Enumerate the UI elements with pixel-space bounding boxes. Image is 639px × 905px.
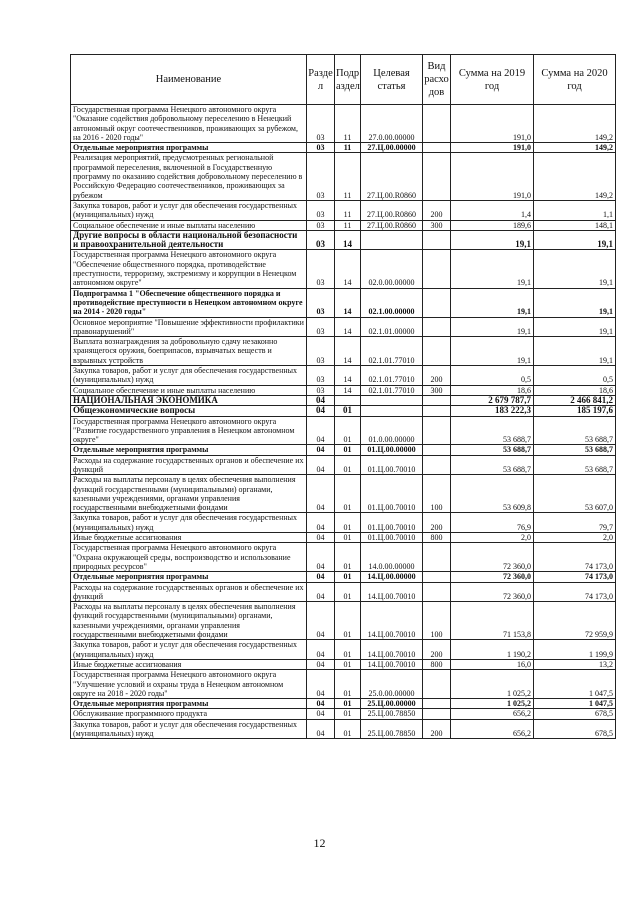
cell-target: 02.1.01.77010: [361, 385, 423, 395]
table-row: [71, 640, 616, 660]
cell-sum2020: 74 173,0: [534, 572, 616, 582]
cell-sum2020: 149,2: [534, 143, 616, 153]
table-row: [71, 445, 616, 455]
table-row: [71, 250, 616, 288]
cell-razdel: 03: [307, 105, 335, 143]
cell-name: Расходы на выплаты персоналу в целях обеспечения выполнения функций государственными (муниципальными) органами, казенными учреждениями, органами управления государственными внебюджетными фондами: [71, 475, 307, 513]
cell-sum2019: 19,1: [451, 317, 534, 337]
cell-sum2020: 53 688,7: [534, 445, 616, 455]
cell-target: 01.Ц.00.70010: [361, 513, 423, 533]
cell-sum2019: 72 360,0: [451, 582, 534, 602]
cell-sum2019: 2,0: [451, 533, 534, 543]
table-row: [71, 385, 616, 395]
cell-sum2020: 19,1: [534, 288, 616, 317]
cell-vid: 100: [423, 602, 451, 640]
cell-razdel: 03: [307, 317, 335, 337]
cell-podrazdel: 01: [335, 416, 361, 445]
col-header-sum2019: Сумма на 2019 год: [451, 55, 534, 105]
cell-vid: [423, 250, 451, 288]
cell-podrazdel: 01: [335, 719, 361, 739]
cell-vid: [423, 543, 451, 572]
cell-razdel: 04: [307, 543, 335, 572]
cell-sum2019: 656,2: [451, 719, 534, 739]
cell-razdel: 04: [307, 406, 335, 416]
cell-sum2019: 1 025,2: [451, 670, 534, 699]
col-header-target: Целевая статья: [361, 55, 423, 105]
cell-target: 14.Ц.00.00000: [361, 572, 423, 582]
cell-target: 14.Ц.00.70010: [361, 582, 423, 602]
cell-podrazdel: 11: [335, 153, 361, 200]
cell-name: Государственная программа Ненецкого автономного округа "Оказание содействия добровольному переселению в Ненецкий автономный округ соотечественников, проживающих за рубежом, на 2016 - 2020 годы": [71, 105, 307, 143]
table-row: [71, 543, 616, 572]
cell-sum2020: 19,1: [534, 230, 616, 250]
cell-podrazdel: 14: [335, 288, 361, 317]
cell-vid: 200: [423, 640, 451, 660]
cell-vid: [423, 337, 451, 366]
table-row: [71, 670, 616, 699]
cell-sum2019: 72 360,0: [451, 572, 534, 582]
table-row: [71, 475, 616, 513]
cell-name: Государственная программа Ненецкого автономного округа "Развитие государственного управления в Ненецком автономном округе": [71, 416, 307, 445]
cell-name: Государственная программа Ненецкого автономного округа "Обеспечение общественного порядка, противодействие преступности, терроризму, экстремизму и коррупции в Ненецком автономном округе": [71, 250, 307, 288]
cell-razdel: 04: [307, 640, 335, 660]
table-row: [71, 200, 616, 220]
cell-podrazdel: 01: [335, 475, 361, 513]
col-header-vid: Вид расхо дов: [423, 55, 451, 105]
cell-razdel: 03: [307, 230, 335, 250]
cell-podrazdel: 14: [335, 366, 361, 386]
cell-vid: [423, 416, 451, 445]
cell-razdel: 04: [307, 582, 335, 602]
cell-vid: 300: [423, 220, 451, 230]
cell-podrazdel: 11: [335, 220, 361, 230]
cell-target: 02.1.00.00000: [361, 288, 423, 317]
table-row: [71, 153, 616, 200]
cell-target: 27.Ц.00.R0860: [361, 200, 423, 220]
cell-podrazdel: 01: [335, 513, 361, 533]
cell-podrazdel: 14: [335, 230, 361, 250]
cell-razdel: 04: [307, 572, 335, 582]
cell-sum2020: 678,5: [534, 709, 616, 719]
cell-sum2019: 72 360,0: [451, 543, 534, 572]
table-row: [71, 533, 616, 543]
cell-podrazdel: 11: [335, 105, 361, 143]
cell-vid: 200: [423, 513, 451, 533]
cell-target: 01.Ц.00.70010: [361, 475, 423, 513]
cell-target: 27.Ц.00.R0860: [361, 220, 423, 230]
cell-sum2020: 0,5: [534, 366, 616, 386]
cell-vid: [423, 288, 451, 317]
cell-vid: [423, 105, 451, 143]
cell-vid: [423, 699, 451, 709]
cell-name: Закупка товаров, работ и услуг для обеспечения государственных (муниципальных) нужд: [71, 513, 307, 533]
cell-sum2020: 53 607,0: [534, 475, 616, 513]
cell-vid: 800: [423, 659, 451, 669]
table-row: [71, 105, 616, 143]
cell-name: Реализация мероприятий, предусмотренных региональной программой переселения, включенной в Государственную программу по оказанию содействия добровольному переселению в Российскую Федерацию соотечественников, проживающих за рубежом: [71, 153, 307, 200]
cell-vid: [423, 582, 451, 602]
cell-sum2020: 79,7: [534, 513, 616, 533]
cell-sum2019: 191,0: [451, 105, 534, 143]
cell-podrazdel: 01: [335, 455, 361, 475]
cell-name: Выплата вознаграждения за добровольную сдачу незаконно хранящегося оружия, боеприпасов, взрывчатых веществ и взрывных устройств: [71, 337, 307, 366]
table-row: [71, 659, 616, 669]
cell-sum2019: 19,1: [451, 337, 534, 366]
cell-podrazdel: 01: [335, 640, 361, 660]
cell-sum2019: 1,4: [451, 200, 534, 220]
cell-name: Общеэкономические вопросы: [71, 406, 307, 416]
cell-sum2020: 1 047,5: [534, 699, 616, 709]
cell-podrazdel: [335, 395, 361, 405]
table-row: [71, 513, 616, 533]
cell-target: 02.1.01.77010: [361, 366, 423, 386]
cell-target: 02.1.01.00000: [361, 317, 423, 337]
cell-vid: [423, 445, 451, 455]
cell-target: 01.Ц.00.70010: [361, 533, 423, 543]
cell-podrazdel: 01: [335, 709, 361, 719]
cell-podrazdel: 14: [335, 385, 361, 395]
cell-sum2020: 1,1: [534, 200, 616, 220]
cell-podrazdel: 14: [335, 337, 361, 366]
cell-sum2019: 19,1: [451, 288, 534, 317]
cell-razdel: 04: [307, 513, 335, 533]
cell-razdel: 04: [307, 709, 335, 719]
cell-sum2020: 53 688,7: [534, 455, 616, 475]
table-row: [71, 406, 616, 416]
cell-name: Иные бюджетные ассигнования: [71, 659, 307, 669]
table-row: [71, 572, 616, 582]
cell-target: [361, 230, 423, 250]
cell-sum2019: 18,6: [451, 385, 534, 395]
cell-sum2019: 53 688,7: [451, 416, 534, 445]
cell-target: 01.Ц.00.70010: [361, 455, 423, 475]
cell-podrazdel: 11: [335, 143, 361, 153]
cell-sum2020: 149,2: [534, 153, 616, 200]
cell-podrazdel: 01: [335, 670, 361, 699]
cell-target: 14.Ц.00.70010: [361, 602, 423, 640]
cell-sum2020: 74 173,0: [534, 582, 616, 602]
cell-razdel: 04: [307, 719, 335, 739]
cell-razdel: 03: [307, 143, 335, 153]
page-number: 12: [313, 836, 326, 850]
table-row: [71, 416, 616, 445]
cell-sum2020: 1 047,5: [534, 670, 616, 699]
cell-target: 02.0.00.00000: [361, 250, 423, 288]
cell-razdel: 03: [307, 337, 335, 366]
cell-vid: [423, 143, 451, 153]
cell-razdel: 03: [307, 153, 335, 200]
cell-vid: [423, 670, 451, 699]
cell-podrazdel: 01: [335, 572, 361, 582]
cell-name: Закупка товаров, работ и услуг для обеспечения государственных (муниципальных) нужд: [71, 640, 307, 660]
table-row: [71, 366, 616, 386]
cell-sum2019: 189,6: [451, 220, 534, 230]
cell-name: Иные бюджетные ассигнования: [71, 533, 307, 543]
cell-sum2019: 183 222,3: [451, 406, 534, 416]
cell-target: 02.1.01.77010: [361, 337, 423, 366]
cell-vid: [423, 406, 451, 416]
cell-name: Отдельные мероприятия программы: [71, 445, 307, 455]
cell-name: Обслуживание программного продукта: [71, 709, 307, 719]
cell-name: Закупка товаров, работ и услуг для обеспечения государственных (муниципальных) нужд: [71, 719, 307, 739]
cell-name: Закупка товаров, работ и услуг для обеспечения государственных (муниципальных) нужд: [71, 200, 307, 220]
cell-podrazdel: 01: [335, 582, 361, 602]
cell-sum2020: 2 466 841,2: [534, 395, 616, 405]
cell-sum2019: 2 679 787,7: [451, 395, 534, 405]
cell-razdel: 04: [307, 533, 335, 543]
cell-sum2019: 19,1: [451, 250, 534, 288]
cell-sum2019: 656,2: [451, 709, 534, 719]
cell-vid: 200: [423, 366, 451, 386]
cell-razdel: 04: [307, 416, 335, 445]
cell-sum2019: 71 153,8: [451, 602, 534, 640]
cell-target: 01.Ц.00.00000: [361, 445, 423, 455]
cell-name: Отдельные мероприятия программы: [71, 699, 307, 709]
cell-vid: 200: [423, 200, 451, 220]
cell-podrazdel: 14: [335, 317, 361, 337]
table-row: [71, 719, 616, 739]
cell-sum2019: 53 688,7: [451, 445, 534, 455]
table-row: [71, 709, 616, 719]
cell-sum2020: 19,1: [534, 250, 616, 288]
cell-target: 14.0.00.00000: [361, 543, 423, 572]
cell-sum2020: 1 199,9: [534, 640, 616, 660]
cell-sum2019: 191,0: [451, 153, 534, 200]
table-row: [71, 395, 616, 405]
cell-podrazdel: 11: [335, 200, 361, 220]
cell-name: Закупка товаров, работ и услуг для обеспечения государственных (муниципальных) нужд: [71, 366, 307, 386]
col-header-razdel: Разде л: [307, 55, 335, 105]
col-header-sum2020: Сумма на 2020 год: [534, 55, 616, 105]
cell-name: Государственная программа Ненецкого автономного округа "Охрана окружающей среды, воспроизводство и использование природных ресурсов": [71, 543, 307, 572]
table-row: [71, 602, 616, 640]
cell-sum2019: 53 688,7: [451, 455, 534, 475]
cell-vid: 200: [423, 719, 451, 739]
table-row: [71, 455, 616, 475]
cell-target: 27.Ц.00.00000: [361, 143, 423, 153]
cell-razdel: 04: [307, 699, 335, 709]
cell-sum2020: 53 688,7: [534, 416, 616, 445]
cell-target: 25.Ц.00.00000: [361, 699, 423, 709]
cell-vid: [423, 455, 451, 475]
cell-sum2019: 19,1: [451, 230, 534, 250]
cell-razdel: 03: [307, 385, 335, 395]
cell-name: Подпрограмма 1 "Обеспечение общественного порядка и противодействие преступности в Ненецком автономном округе на 2014 - 2020 годы": [71, 288, 307, 317]
cell-sum2020: 678,5: [534, 719, 616, 739]
cell-target: 27.0.00.00000: [361, 105, 423, 143]
table-row: [71, 230, 616, 250]
col-header-name: Наименование: [71, 55, 307, 105]
cell-podrazdel: 01: [335, 533, 361, 543]
cell-name: Расходы на выплаты персоналу в целях обеспечения выполнения функций государственными (муниципальными) органами, казенными учреждениями, органами управления государственными внебюджетными фондами: [71, 602, 307, 640]
table-row: [71, 582, 616, 602]
cell-sum2020: 148,1: [534, 220, 616, 230]
cell-name: Основное мероприятие "Повышение эффективности профилактики правонарушений": [71, 317, 307, 337]
table-row: [71, 220, 616, 230]
cell-razdel: 03: [307, 288, 335, 317]
cell-target: 25.0.00.00000: [361, 670, 423, 699]
cell-vid: [423, 317, 451, 337]
cell-sum2019: 1 025,2: [451, 699, 534, 709]
table-row: [71, 699, 616, 709]
cell-sum2019: 16,0: [451, 659, 534, 669]
cell-sum2020: 18,6: [534, 385, 616, 395]
cell-razdel: 04: [307, 445, 335, 455]
budget-table-page: [70, 54, 615, 739]
cell-target: 25.Ц.00.78850: [361, 719, 423, 739]
cell-sum2020: 185 197,6: [534, 406, 616, 416]
cell-vid: 100: [423, 475, 451, 513]
cell-target: [361, 395, 423, 405]
table-row: [71, 337, 616, 366]
cell-target: 27.Ц.00.R0860: [361, 153, 423, 200]
cell-podrazdel: 14: [335, 250, 361, 288]
cell-vid: [423, 395, 451, 405]
cell-name: Другие вопросы в области национальной безопасности и правоохранительной деятельности: [71, 230, 307, 250]
cell-sum2019: 0,5: [451, 366, 534, 386]
cell-podrazdel: 01: [335, 659, 361, 669]
cell-vid: 300: [423, 385, 451, 395]
col-header-podrazdel: Подр аздел: [335, 55, 361, 105]
cell-vid: 800: [423, 533, 451, 543]
cell-razdel: 04: [307, 602, 335, 640]
cell-sum2020: 2,0: [534, 533, 616, 543]
table-header-row: [71, 55, 616, 105]
cell-vid: [423, 153, 451, 200]
cell-name: НАЦИОНАЛЬНАЯ ЭКОНОМИКА: [71, 395, 307, 405]
cell-target: [361, 406, 423, 416]
cell-razdel: 03: [307, 200, 335, 220]
cell-sum2020: 74 173,0: [534, 543, 616, 572]
cell-name: Отдельные мероприятия программы: [71, 572, 307, 582]
table-row: [71, 288, 616, 317]
cell-name: Государственная программа Ненецкого автономного округа "Улучшение условий и охраны труда в Ненецком автономном округе на 2018 - 2020 годы": [71, 670, 307, 699]
cell-sum2020: 149,2: [534, 105, 616, 143]
cell-podrazdel: 01: [335, 543, 361, 572]
cell-podrazdel: 01: [335, 445, 361, 455]
cell-razdel: 04: [307, 475, 335, 513]
cell-sum2020: 19,1: [534, 337, 616, 366]
cell-podrazdel: 01: [335, 602, 361, 640]
cell-target: 01.0.00.00000: [361, 416, 423, 445]
cell-razdel: 03: [307, 250, 335, 288]
cell-vid: [423, 709, 451, 719]
cell-sum2020: 13,2: [534, 659, 616, 669]
cell-razdel: 04: [307, 659, 335, 669]
cell-sum2020: 19,1: [534, 317, 616, 337]
cell-razdel: 04: [307, 395, 335, 405]
cell-podrazdel: 01: [335, 406, 361, 416]
cell-target: 14.Ц.00.70010: [361, 640, 423, 660]
cell-sum2019: 76,9: [451, 513, 534, 533]
cell-sum2019: 53 609,8: [451, 475, 534, 513]
cell-vid: [423, 572, 451, 582]
cell-target: 25.Ц.00.78850: [361, 709, 423, 719]
cell-name: Расходы на содержание государственных органов и обеспечение их функций: [71, 455, 307, 475]
cell-name: Социальное обеспечение и иные выплаты населению: [71, 220, 307, 230]
budget-table: [70, 54, 616, 739]
cell-sum2019: 191,0: [451, 143, 534, 153]
cell-name: Отдельные мероприятия программы: [71, 143, 307, 153]
table-row: [71, 317, 616, 337]
cell-razdel: 03: [307, 220, 335, 230]
cell-razdel: 04: [307, 455, 335, 475]
cell-sum2020: 72 959,9: [534, 602, 616, 640]
table-row: [71, 143, 616, 153]
cell-name: Расходы на содержание государственных органов и обеспечение их функций: [71, 582, 307, 602]
cell-razdel: 04: [307, 670, 335, 699]
cell-razdel: 03: [307, 366, 335, 386]
cell-podrazdel: 01: [335, 699, 361, 709]
cell-vid: [423, 230, 451, 250]
table-body: [71, 105, 616, 739]
cell-sum2019: 1 190,2: [451, 640, 534, 660]
cell-target: 14.Ц.00.70010: [361, 659, 423, 669]
cell-name: Социальное обеспечение и иные выплаты населению: [71, 385, 307, 395]
